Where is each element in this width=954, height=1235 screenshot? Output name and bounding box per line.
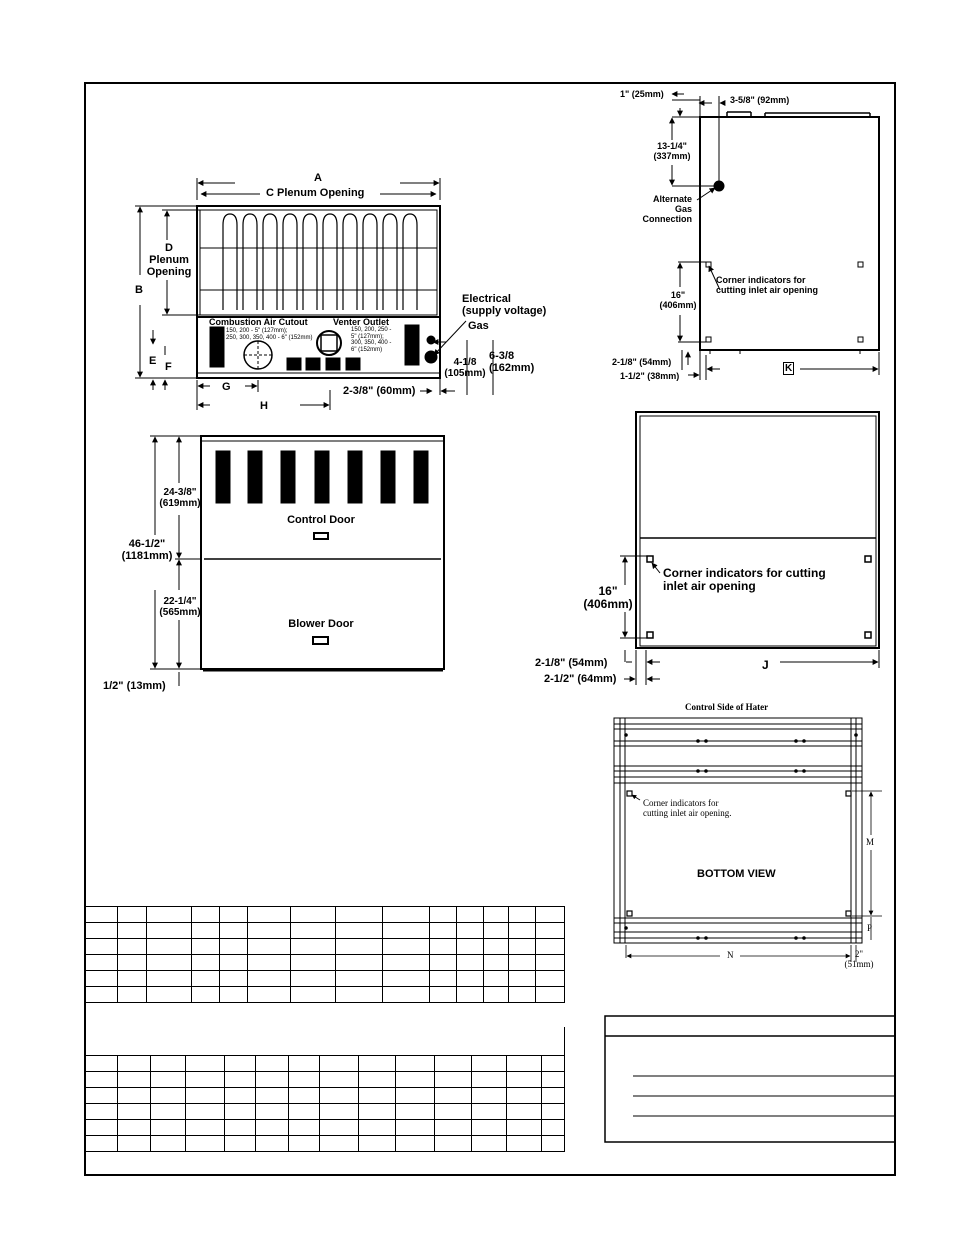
rear-view-heater bbox=[636, 412, 879, 648]
control-side-label: Control Side of Hater bbox=[685, 702, 769, 712]
dimension-table-1 bbox=[84, 906, 565, 1003]
dim-g-label: G bbox=[222, 381, 231, 393]
dim-2-3-8-label: 2-3/8" (60mm) bbox=[343, 385, 416, 397]
dim-4-1-8-label: 4-1/8 (105mm) bbox=[444, 357, 486, 379]
bottom-view-heater bbox=[614, 718, 862, 943]
alt-gas-label: Alternate Gas Connection bbox=[642, 194, 692, 224]
dim-b-label: B bbox=[135, 284, 143, 296]
dim-p-label: P bbox=[867, 923, 873, 933]
rear-dim-16-label: 16" (406mm) bbox=[583, 584, 633, 612]
table-spacer bbox=[84, 1027, 565, 1055]
notes-box bbox=[605, 1016, 895, 1142]
blower-door-label: Blower Door bbox=[288, 618, 354, 630]
combustion-air-label: Combustion Air Cutout bbox=[209, 317, 308, 327]
side-dim-2-1-8-label: 2-1/8" (54mm) bbox=[612, 357, 672, 367]
venter-outlet-label: Venter Outlet bbox=[333, 317, 390, 327]
front-doors-heater bbox=[201, 436, 444, 670]
dim-6-3-8-label: 6-3/8 (162mm) bbox=[489, 350, 535, 375]
dim-24-3-8-label: 24-3/8" (619mm) bbox=[159, 487, 201, 509]
dim-1-2-label: 1/2" (13mm) bbox=[103, 680, 166, 692]
dim-m-label: M bbox=[866, 837, 875, 847]
dim-13-1-4-label: 13-1/4" (337mm) bbox=[653, 141, 691, 161]
control-door-label: Control Door bbox=[287, 514, 355, 526]
dim-e-label: E bbox=[149, 355, 157, 367]
side-view-heater bbox=[700, 112, 879, 354]
dim-n-label: N bbox=[727, 950, 734, 960]
venter-sizes-label: 150, 200, 250 - 5" (127mm); 300, 350, 400 - 6" (152mm) bbox=[351, 327, 392, 353]
dim-46-1-2-label: 46-1/2" (1181mm) bbox=[121, 538, 173, 563]
dim-c-label: C Plenum Opening bbox=[266, 187, 365, 199]
dim-j-label: J bbox=[762, 658, 769, 672]
dim-3-5-8-label: 3-5/8" (92mm) bbox=[730, 95, 790, 105]
dim-k-label: K bbox=[785, 363, 793, 374]
electrical-label: Electrical (supply voltage) bbox=[462, 293, 547, 318]
dim-f-label: F bbox=[165, 361, 172, 373]
dim-22-1-4-label: 22-1/4" (565mm) bbox=[159, 596, 201, 618]
rear-corner-note: Corner indicators for cutting inlet air opening bbox=[663, 566, 826, 594]
side-view-dimensions bbox=[672, 94, 879, 380]
bottom-view-title: BOTTOM VIEW bbox=[697, 868, 776, 880]
bottom-corner-note: Corner indicators for cutting inlet air opening. bbox=[643, 798, 732, 818]
rear-dim-2-1-2-label: 2-1/2" (64mm) bbox=[544, 673, 617, 685]
front-view-heater bbox=[197, 206, 440, 378]
side-corner-note: Corner indicators for cutting inlet air opening bbox=[716, 275, 818, 295]
combustion-sizes-label: 150, 200 - 5" (127mm); 250, 300, 350, 400 - 6" (152mm) bbox=[226, 328, 313, 341]
rear-dim-2-1-8-label: 2-1/8" (54mm) bbox=[535, 657, 608, 669]
dim-a-label: A bbox=[314, 172, 322, 184]
dim-1in-label: 1" (25mm) bbox=[620, 89, 664, 99]
side-dim-16-label: 16" (406mm) bbox=[659, 290, 697, 310]
dim-d-label: D Plenum Opening bbox=[146, 242, 192, 279]
dim-2in-label: 2" (51mm) bbox=[844, 949, 874, 969]
side-dim-1-1-2-label: 1-1/2" (38mm) bbox=[620, 371, 680, 381]
gas-label: Gas bbox=[468, 320, 489, 332]
dim-h-label: H bbox=[260, 400, 268, 412]
dimension-table-2 bbox=[84, 1055, 565, 1152]
